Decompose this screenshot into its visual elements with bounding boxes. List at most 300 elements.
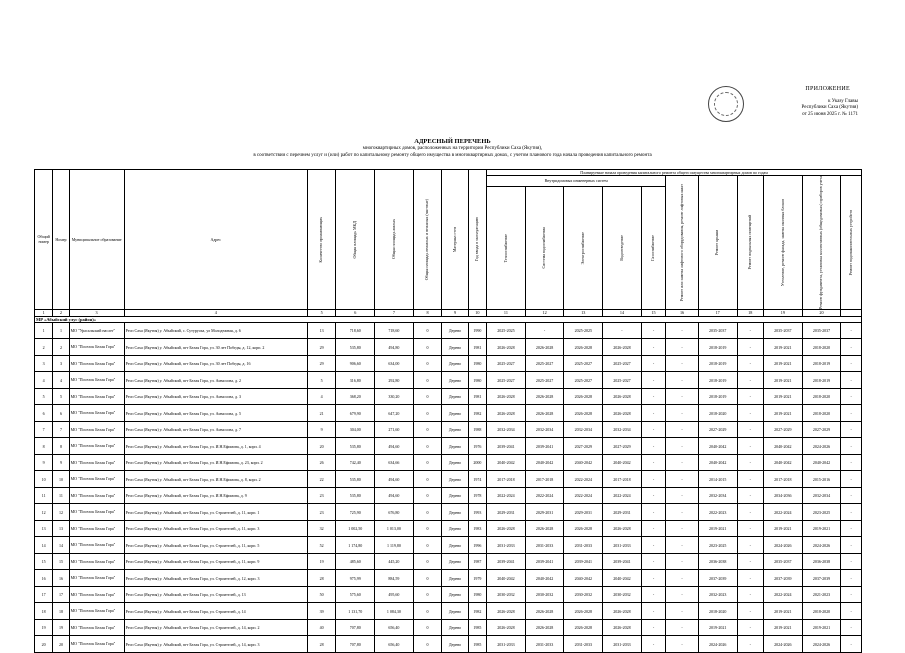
row-gas-years: - bbox=[641, 372, 665, 389]
row-electric-years: 2031-2033 bbox=[564, 537, 603, 554]
row-basement-years: - bbox=[737, 405, 763, 422]
row-heating-years: 2029-2031 bbox=[487, 504, 526, 521]
row-heating-years: 2031-2033 bbox=[487, 537, 526, 554]
row-year-built: 1981 bbox=[468, 388, 486, 405]
row-roof-years: 2018-2020 bbox=[698, 603, 737, 620]
table-row bbox=[35, 586, 862, 603]
row-electric-years: 2022-2024 bbox=[564, 471, 603, 488]
row-nonres-area: 0 bbox=[413, 388, 442, 405]
row-heating-years: 2031-2033 bbox=[487, 636, 526, 653]
row-elevator-years: - bbox=[666, 537, 699, 554]
row-basement-years: - bbox=[737, 471, 763, 488]
row-water-storage-years: - bbox=[841, 537, 862, 554]
row-water-storage-years: - bbox=[841, 603, 862, 620]
row-electric-years: 2026-2028 bbox=[564, 603, 603, 620]
row-heating-years: 2040-2042 bbox=[487, 454, 526, 471]
row-facade-years: 2019-2021 bbox=[763, 388, 802, 405]
row-year-built: 1996 bbox=[468, 537, 486, 554]
row-total-area: 718,60 bbox=[336, 322, 375, 339]
row-heating-years: 2032-2034 bbox=[487, 421, 526, 438]
table-row bbox=[35, 636, 862, 653]
header-facade: Утепление, ремонт фасада, замена оконных блоков bbox=[779, 198, 785, 287]
row-foundation-years: 2040-2042 bbox=[802, 454, 841, 471]
row-number: 14 bbox=[53, 537, 69, 554]
row-water-storage-years: - bbox=[841, 586, 862, 603]
row-nonres-area: 0 bbox=[413, 636, 442, 653]
row-total-area: 575,60 bbox=[336, 586, 375, 603]
row-foundation-years: 2019-2021 bbox=[802, 619, 841, 636]
row-facade-years: 2019-2021 bbox=[763, 355, 802, 372]
row-number: 12 bbox=[53, 504, 69, 521]
row-elevator-years: - bbox=[666, 405, 699, 422]
row-basement-years: - bbox=[737, 520, 763, 537]
row-living-area: 656,40 bbox=[375, 636, 414, 653]
row-elevator-years: - bbox=[666, 570, 699, 587]
row-water-years: 2026-2028 bbox=[525, 339, 564, 356]
row-water-storage-years: - bbox=[841, 619, 862, 636]
row-total-area: 368,20 bbox=[336, 388, 375, 405]
row-roof-years: 2037-2039 bbox=[698, 570, 737, 587]
row-foundation-years: 2024-2026 bbox=[802, 636, 841, 653]
row-gas-years: - bbox=[641, 586, 665, 603]
row-nonres-area: 0 bbox=[413, 504, 442, 521]
row-total-number: 1 bbox=[35, 322, 53, 339]
row-year-built: 1980 bbox=[468, 355, 486, 372]
row-number: 16 bbox=[53, 570, 69, 587]
row-nonres-area: 0 bbox=[413, 520, 442, 537]
row-electric-years: 2027-2029 bbox=[564, 438, 603, 455]
row-facade-years: 2022-2024 bbox=[763, 586, 802, 603]
row-basement-years: - bbox=[737, 438, 763, 455]
row-gas-years: - bbox=[641, 421, 665, 438]
row-total-number: 9 bbox=[35, 454, 53, 471]
row-facade-years: 2035-2037 bbox=[763, 553, 802, 570]
table-row bbox=[35, 355, 862, 372]
row-water-storage-years: - bbox=[841, 570, 862, 587]
row-gas-years: - bbox=[641, 454, 665, 471]
row-facade-years: 2019-2021 bbox=[763, 603, 802, 620]
row-municipality: МО "Поселок Белая Гора" bbox=[69, 636, 124, 653]
row-municipality: МО "Поселок Белая Гора" bbox=[69, 471, 124, 488]
row-water-years: 2026-2028 bbox=[525, 405, 564, 422]
column-number: 7 bbox=[375, 309, 414, 316]
row-electric-years: 2026-2028 bbox=[564, 388, 603, 405]
row-facade-years: 2019-2021 bbox=[763, 339, 802, 356]
row-living-area: 495,60 bbox=[375, 586, 414, 603]
column-number: 10 bbox=[468, 309, 486, 316]
row-wall-material: Дерево bbox=[442, 405, 468, 422]
row-wall-material: Дерево bbox=[442, 355, 468, 372]
table-row bbox=[35, 388, 862, 405]
row-elevator-years: - bbox=[666, 504, 699, 521]
row-sewer-years: 2017-2018 bbox=[603, 471, 642, 488]
row-heating-years: 2039-2041 bbox=[487, 438, 526, 455]
row-municipality: МО "Поселок Белая Гора" bbox=[69, 603, 124, 620]
row-gas-years: - bbox=[641, 438, 665, 455]
row-foundation-years: 2018-2019 bbox=[802, 372, 841, 389]
row-foundation-years: 2037-2039 bbox=[802, 570, 841, 587]
row-facade-years: 2034-2036 bbox=[763, 487, 802, 504]
row-year-built: 1978 bbox=[468, 487, 486, 504]
row-gas-years: - bbox=[641, 504, 665, 521]
row-total-area: 707,80 bbox=[336, 619, 375, 636]
row-facade-years: 2027-2029 bbox=[763, 421, 802, 438]
row-address: Респ Саха (Якутия) у. Абыйский, пгт Белая Гора, ул. Аммосова, д. 7 bbox=[124, 421, 307, 438]
row-roof-years: 2035-2037 bbox=[698, 322, 737, 339]
row-total-number: 10 bbox=[35, 471, 53, 488]
column-number: 13 bbox=[564, 309, 603, 316]
row-foundation-years: 2018-2020 bbox=[802, 388, 841, 405]
row-water-storage-years: - bbox=[841, 355, 862, 372]
row-electric-years: 2026-2028 bbox=[564, 520, 603, 537]
row-total-area: 906,60 bbox=[336, 355, 375, 372]
row-residents: 50 bbox=[307, 586, 336, 603]
row-living-area: 1 084,30 bbox=[375, 603, 414, 620]
row-gas-years: - bbox=[641, 553, 665, 570]
row-basement-years: - bbox=[737, 619, 763, 636]
row-sewer-years: 2026-2028 bbox=[603, 339, 642, 356]
row-elevator-years: - bbox=[666, 619, 699, 636]
row-roof-years: 2018-2019 bbox=[698, 372, 737, 389]
row-total-area: 707,80 bbox=[336, 636, 375, 653]
row-address: Респ Саха (Якутия) у. Абыйский, пгт Белая Гора, ул. Строителей, д. 14 bbox=[124, 603, 307, 620]
row-residents: 28 bbox=[307, 570, 336, 587]
header-year-built: Год ввода в эксплуатацию bbox=[474, 217, 480, 262]
table-row bbox=[35, 405, 862, 422]
row-address: Респ Саха (Якутия) у. Абыйский, пгт Белая Гора, ул. И.Н.Ефимова, д. 8, корп. 2 bbox=[124, 471, 307, 488]
row-sewer-years: 2026-2028 bbox=[603, 388, 642, 405]
row-facade-years: 2019-2021 bbox=[763, 520, 802, 537]
table-row bbox=[35, 372, 862, 389]
row-foundation-years: 2018-2019 bbox=[802, 355, 841, 372]
column-number: 2 bbox=[53, 309, 69, 316]
row-facade-years: 2037-2039 bbox=[763, 570, 802, 587]
row-living-area: 647,20 bbox=[375, 405, 414, 422]
column-number: 16 bbox=[666, 309, 699, 316]
header-foundation: Ремонт фундамента, установка коллективных (общедомовых) приборов учета bbox=[818, 176, 824, 309]
row-heating-years: 2026-2028 bbox=[487, 603, 526, 620]
row-total-area: 1 174,80 bbox=[336, 537, 375, 554]
row-nonres-area: 0 bbox=[413, 339, 442, 356]
row-water-years: 2026-2028 bbox=[525, 619, 564, 636]
row-sewer-years: 2040-2042 bbox=[603, 570, 642, 587]
row-roof-years: 2040-2042 bbox=[698, 454, 737, 471]
row-municipality: МО "Урасальский наслег" bbox=[69, 322, 124, 339]
row-nonres-area: 0 bbox=[413, 619, 442, 636]
header-roof: Ремонт крыши bbox=[714, 229, 720, 256]
row-facade-years: 2019-2021 bbox=[763, 372, 802, 389]
row-facade-years: 2019-2021 bbox=[763, 405, 802, 422]
row-electric-years: 2022-2024 bbox=[564, 487, 603, 504]
row-elevator-years: - bbox=[666, 487, 699, 504]
row-number: 17 bbox=[53, 586, 69, 603]
table-row bbox=[35, 570, 862, 587]
address-register-table bbox=[34, 169, 862, 653]
row-year-built: 1979 bbox=[468, 570, 486, 587]
row-year-built: 1985 bbox=[468, 636, 486, 653]
header-address: Адрес bbox=[124, 170, 307, 310]
row-basement-years: - bbox=[737, 636, 763, 653]
row-total-number: 18 bbox=[35, 603, 53, 620]
row-total-area: 725,90 bbox=[336, 504, 375, 521]
row-sewer-years: 2026-2028 bbox=[603, 520, 642, 537]
column-number: 15 bbox=[641, 309, 665, 316]
row-year-built: 1974 bbox=[468, 471, 486, 488]
row-nonres-area: 0 bbox=[413, 537, 442, 554]
row-total-number: 7 bbox=[35, 421, 53, 438]
row-elevator-years: - bbox=[666, 553, 699, 570]
row-elevator-years: - bbox=[666, 388, 699, 405]
row-number: 3 bbox=[53, 355, 69, 372]
row-water-years: 2029-2031 bbox=[525, 504, 564, 521]
row-gas-years: - bbox=[641, 603, 665, 620]
table-row bbox=[35, 322, 862, 339]
row-address: Респ Саха (Якутия) у. Абыйский, пгт Белая Гора, ул. И.Н.Ефимова, д. 1, корп. 4 bbox=[124, 438, 307, 455]
row-roof-years: 2018-2020 bbox=[698, 405, 737, 422]
row-electric-years: 2040-2042 bbox=[564, 454, 603, 471]
row-residents: 28 bbox=[307, 636, 336, 653]
row-gas-years: - bbox=[641, 405, 665, 422]
row-foundation-years: 2019-2021 bbox=[802, 520, 841, 537]
row-nonres-area: 0 bbox=[413, 405, 442, 422]
row-year-built: 1980 bbox=[468, 372, 486, 389]
row-residents: 52 bbox=[307, 537, 336, 554]
row-number: 7 bbox=[53, 421, 69, 438]
row-residents: 22 bbox=[307, 471, 336, 488]
row-total-area: 304,00 bbox=[336, 421, 375, 438]
row-residents: 13 bbox=[307, 322, 336, 339]
row-address: Респ Саха (Якутия) у. Абыйский, пгт Белая Гора, ул. Строителей, д. 11, корп. 9 bbox=[124, 553, 307, 570]
row-total-area: 1 131,70 bbox=[336, 603, 375, 620]
row-heating-years: 2025-2027 bbox=[487, 355, 526, 372]
column-number: 20 bbox=[802, 309, 841, 316]
row-foundation-years: 2023-2025 bbox=[802, 504, 841, 521]
row-heating-years: 2025-2025 bbox=[487, 322, 526, 339]
row-electric-years: 2025-2027 bbox=[564, 372, 603, 389]
row-wall-material: Дерево bbox=[442, 372, 468, 389]
row-facade-years: 2022-2024 bbox=[763, 504, 802, 521]
row-basement-years: - bbox=[737, 504, 763, 521]
row-year-built: 1976 bbox=[468, 438, 486, 455]
header-residents: Количество проживающих bbox=[318, 216, 324, 263]
column-number: 17 bbox=[698, 309, 737, 316]
row-wall-material: Дерево bbox=[442, 388, 468, 405]
row-wall-material: Дерево bbox=[442, 504, 468, 521]
row-total-number: 3 bbox=[35, 355, 53, 372]
row-total-area: 535,80 bbox=[336, 471, 375, 488]
row-number: 13 bbox=[53, 520, 69, 537]
row-total-number: 12 bbox=[35, 504, 53, 521]
row-water-years: 2025-2027 bbox=[525, 355, 564, 372]
row-facade-years: 2024-2026 bbox=[763, 537, 802, 554]
header-electricity: Электроснабжение bbox=[580, 231, 586, 264]
row-gas-years: - bbox=[641, 619, 665, 636]
row-foundation-years: 2018-2020 bbox=[802, 405, 841, 422]
row-basement-years: - bbox=[737, 454, 763, 471]
row-address: Респ Саха (Якутия) у. Абыйский, пгт Белая Гора, ул. Строителей, д. 14, корп. 2 bbox=[124, 619, 307, 636]
row-address: Респ Саха (Якутия) у. Абыйский, пгт Белая Гора, ул. Строителей, д. 11, корп. 5 bbox=[124, 537, 307, 554]
table-row bbox=[35, 537, 862, 554]
row-number: 9 bbox=[53, 454, 69, 471]
header-total-area: Общая площадь МКД bbox=[352, 220, 358, 259]
row-total-number: 19 bbox=[35, 619, 53, 636]
document-subtitle: в соответствии с перечнем услуг и (или) работ по капитальному ремонту общего имущества в многоквартирных домах, с учетом планового года начала проведения капитального ремонта bbox=[253, 153, 652, 158]
row-sewer-years: 2026-2028 bbox=[603, 603, 642, 620]
row-foundation-years: 2018-2020 bbox=[802, 603, 841, 620]
row-nonres-area: 0 bbox=[413, 421, 442, 438]
row-water-years: 2026-2028 bbox=[525, 520, 564, 537]
row-total-area: 679,90 bbox=[336, 405, 375, 422]
row-nonres-area: 0 bbox=[413, 355, 442, 372]
row-nonres-area: 0 bbox=[413, 553, 442, 570]
row-water-years: 2032-2034 bbox=[525, 421, 564, 438]
row-water-years: 2031-2033 bbox=[525, 537, 564, 554]
column-number: 11 bbox=[487, 309, 526, 316]
row-water-storage-years: - bbox=[841, 487, 862, 504]
row-number: 15 bbox=[53, 553, 69, 570]
document-subtitle: многоквартирных домов, расположенных на территории Республики Саха (Якутия), bbox=[362, 146, 543, 151]
row-municipality: МО "Поселок Белая Гора" bbox=[69, 405, 124, 422]
row-total-area: 742,40 bbox=[336, 454, 375, 471]
row-total-area: 535,80 bbox=[336, 438, 375, 455]
row-electric-years: 2026-2028 bbox=[564, 339, 603, 356]
row-basement-years: - bbox=[737, 355, 763, 372]
row-sewer-years: 2030-2032 bbox=[603, 586, 642, 603]
row-municipality: МО "Поселок Белая Гора" bbox=[69, 421, 124, 438]
row-living-area: 445,20 bbox=[375, 553, 414, 570]
row-elevator-years: - bbox=[666, 520, 699, 537]
row-residents: 23 bbox=[307, 504, 336, 521]
row-year-built: 2000 bbox=[468, 454, 486, 471]
row-basement-years: - bbox=[737, 570, 763, 587]
row-municipality: МО "Поселок Белая Гора" bbox=[69, 454, 124, 471]
row-address: Респ Саха (Якутия) у. Абыйский, пгт Белая Гора, ул. И.Н.Ефимова, д. 23, корп. 2 bbox=[124, 454, 307, 471]
header-nonres-area: Общая площадь нежилых и нежилых (частные) bbox=[424, 198, 430, 281]
row-living-area: 271,60 bbox=[375, 421, 414, 438]
row-heating-years: 2026-2028 bbox=[487, 339, 526, 356]
row-nonres-area: 0 bbox=[413, 372, 442, 389]
row-water-years: 2026-2028 bbox=[525, 603, 564, 620]
row-year-built: 1980 bbox=[468, 586, 486, 603]
row-heating-years: 2026-2028 bbox=[487, 619, 526, 636]
row-heating-years: 2030-2032 bbox=[487, 586, 526, 603]
row-total-number: 4 bbox=[35, 372, 53, 389]
row-nonres-area: 0 bbox=[413, 322, 442, 339]
row-water-years: 2026-2028 bbox=[525, 388, 564, 405]
row-address: Респ Саха (Якутия) у. Абыйский, пгт Белая Гора, ул. Аммосова, д. 5 bbox=[124, 405, 307, 422]
row-gas-years: - bbox=[641, 487, 665, 504]
row-roof-years: 2023-2025 bbox=[698, 537, 737, 554]
row-residents: 23 bbox=[307, 487, 336, 504]
appendix-block bbox=[740, 86, 858, 118]
row-sewer-years: 2022-2024 bbox=[603, 487, 642, 504]
row-gas-years: - bbox=[641, 570, 665, 587]
appendix-line: от 25 июня 2025 г. № 1171 bbox=[802, 111, 858, 117]
row-water-years: 2030-2032 bbox=[525, 586, 564, 603]
row-address: Респ Саха (Якутия) у. Абыйский, пгт Белая Гора, ул. Строителей, д. 13 bbox=[124, 586, 307, 603]
row-water-years: - bbox=[525, 322, 564, 339]
row-residents: 32 bbox=[307, 520, 336, 537]
row-total-number: 14 bbox=[35, 537, 53, 554]
row-municipality: МО "Поселок Белая Гора" bbox=[69, 487, 124, 504]
row-living-area: 494,60 bbox=[375, 438, 414, 455]
row-facade-years: 2040-2042 bbox=[763, 438, 802, 455]
header-gas: Газоснабжение bbox=[650, 234, 656, 261]
row-year-built: 1987 bbox=[468, 553, 486, 570]
row-address: Респ Саха (Якутия) у. Абыйский, пгт Белая Гора, ул. Строителей, д. 11, корп. 3 bbox=[124, 520, 307, 537]
row-water-storage-years: - bbox=[841, 454, 862, 471]
row-roof-years: 2032-2023 bbox=[698, 586, 737, 603]
row-wall-material: Дерево bbox=[442, 339, 468, 356]
row-number: 20 bbox=[53, 636, 69, 653]
row-basement-years: - bbox=[737, 553, 763, 570]
row-residents: 21 bbox=[307, 405, 336, 422]
row-total-number: 13 bbox=[35, 520, 53, 537]
row-municipality: МО "Поселок Белая Гора" bbox=[69, 570, 124, 587]
row-electric-years: 2029-2031 bbox=[564, 504, 603, 521]
row-municipality: МО "Поселок Белая Гора" bbox=[69, 520, 124, 537]
row-sewer-years: 2026-2028 bbox=[603, 405, 642, 422]
row-electric-years: 2040-2042 bbox=[564, 570, 603, 587]
row-living-area: 656,40 bbox=[375, 619, 414, 636]
row-total-number: 15 bbox=[35, 553, 53, 570]
row-number: 5 bbox=[53, 388, 69, 405]
row-total-number: 2 bbox=[35, 339, 53, 356]
row-basement-years: - bbox=[737, 421, 763, 438]
row-living-area: 330,20 bbox=[375, 388, 414, 405]
column-number: 6 bbox=[336, 309, 375, 316]
row-elevator-years: - bbox=[666, 603, 699, 620]
row-roof-years: 2018-2019 bbox=[698, 388, 737, 405]
row-wall-material: Дерево bbox=[442, 586, 468, 603]
row-elevator-years: - bbox=[666, 454, 699, 471]
row-water-storage-years: - bbox=[841, 388, 862, 405]
row-sewer-years: 2026-2028 bbox=[603, 619, 642, 636]
column-number: 18 bbox=[737, 309, 763, 316]
row-living-area: 292,80 bbox=[375, 372, 414, 389]
row-number: 6 bbox=[53, 405, 69, 422]
row-municipality: МО "Поселок Белая Гора" bbox=[69, 438, 124, 455]
row-municipality: МО "Поселок Белая Гора" bbox=[69, 339, 124, 356]
table-row bbox=[35, 603, 862, 620]
row-roof-years: 2040-2042 bbox=[698, 438, 737, 455]
row-living-area: 884,59 bbox=[375, 570, 414, 587]
row-wall-material: Дерево bbox=[442, 471, 468, 488]
document-title: АДРЕСНЫЙ ПЕРЕЧЕНЬ bbox=[414, 138, 491, 145]
row-heating-years: 2017-2018 bbox=[487, 471, 526, 488]
register-body bbox=[35, 309, 862, 652]
row-heating-years: 2026-2028 bbox=[487, 520, 526, 537]
row-municipality: МО "Поселок Белая Гора" bbox=[69, 619, 124, 636]
row-electric-years: 2039-2041 bbox=[564, 553, 603, 570]
row-sewer-years: 2025-2027 bbox=[603, 355, 642, 372]
row-total-number: 17 bbox=[35, 586, 53, 603]
row-living-area: 494,60 bbox=[375, 471, 414, 488]
row-heating-years: 2040-2042 bbox=[487, 570, 526, 587]
row-roof-years: 2019-2021 bbox=[698, 619, 737, 636]
row-address: Респ Саха (Якутия) у. Абыйский, пгт Белая Гора, ул. 30 лет Победы, д. 12, корп. 2 bbox=[124, 339, 307, 356]
row-living-area: 634,66 bbox=[375, 454, 414, 471]
row-basement-years: - bbox=[737, 586, 763, 603]
row-elevator-years: - bbox=[666, 372, 699, 389]
row-address: Респ Саха (Якутия) у. Абыйский, пгт Белая Гора, ул. Аммосова, д. 2 bbox=[124, 372, 307, 389]
row-wall-material: Дерево bbox=[442, 487, 468, 504]
column-number: 1 bbox=[35, 309, 53, 316]
row-municipality: МО "Поселок Белая Гора" bbox=[69, 553, 124, 570]
row-living-area: 1 013,00 bbox=[375, 520, 414, 537]
row-total-area: 485,60 bbox=[336, 553, 375, 570]
row-basement-years: - bbox=[737, 603, 763, 620]
